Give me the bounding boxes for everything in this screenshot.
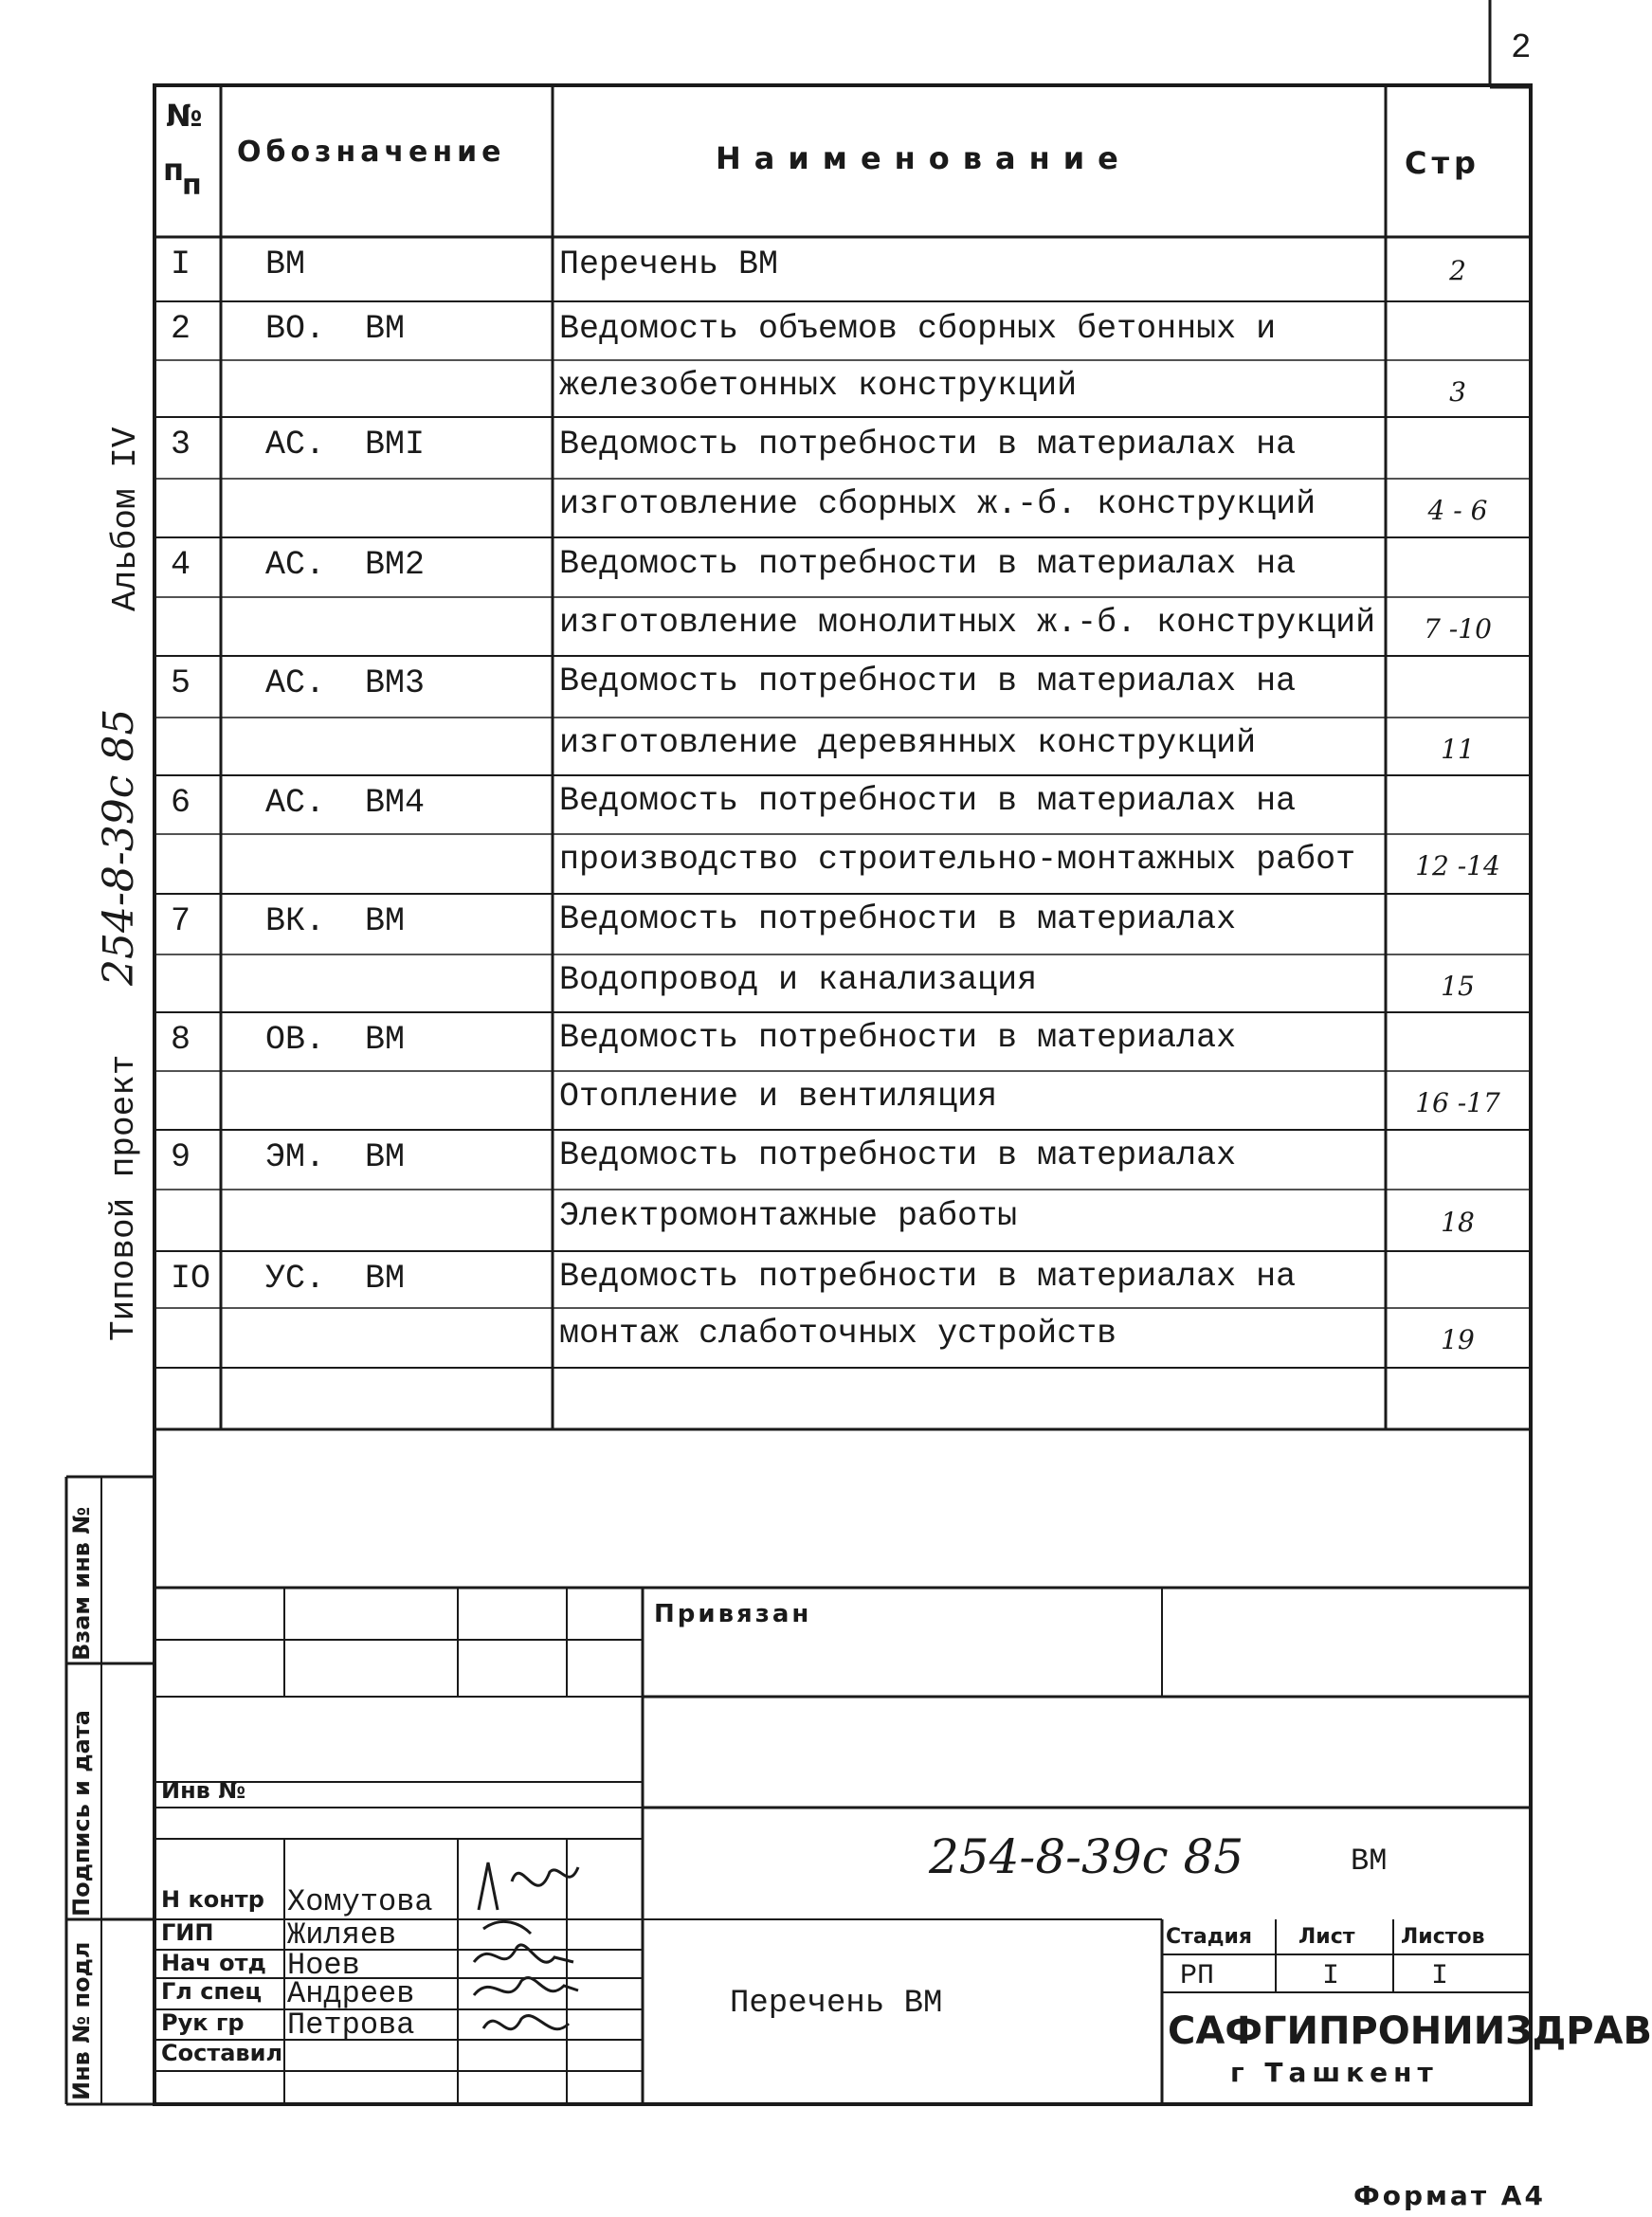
inv-no-label: Инв № [161,1777,246,1804]
role-label: ГИП [161,1919,214,1946]
row-name-line: Ведомость объемов сборных бетонных и [559,310,1277,348]
header-num-p1: п [163,152,185,188]
row-name-line: Перечень ВМ [559,245,779,283]
role-name: Петрова [287,2008,415,2043]
header-page: Стр [1405,145,1480,181]
row-designation: ЭМ. ВМ [265,1138,406,1176]
role-label: Рук гр [161,2009,245,2036]
page-number: 2 [1511,28,1532,67]
stage-value: РП [1180,1960,1215,1992]
row-number: 5 [171,664,191,702]
row-page: 3 [1449,376,1466,408]
side-project-code: 254-8-39с 85 [95,708,143,986]
row-page: 15 [1441,971,1475,1002]
signature-petrova [483,2016,569,2029]
row-number: 2 [171,310,191,348]
stage-label: Стадия [1166,1925,1253,1949]
role-name: Ноев [287,1948,360,1983]
row-name-line: Электромонтажные работы [559,1197,1018,1235]
sheets-label: Листов [1401,1925,1485,1949]
row-name-line: изготовление сборных ж.-б. конструкций [559,485,1316,523]
role-name: Андреев [287,1976,415,2011]
row-name-line: монтаж слаботочных устройств [559,1315,1117,1353]
row-name-line: изготовление деревянных конструкций [559,724,1257,762]
row-number: I [171,245,191,283]
row-page: 19 [1441,1324,1475,1355]
row-name-line: Ведомость потребности в материалах на [559,663,1297,700]
side-inv-podl: Инв № подл [68,1941,95,2100]
row-designation: ВК. ВМ [265,902,406,940]
side-signature-date: Подпись и дата [68,1710,95,1917]
row-name-line: Ведомость потребности в материалах на [559,545,1297,583]
row-page: 4 - 6 [1427,495,1488,526]
row-designation: УС. ВМ [265,1260,406,1298]
row-name-line: Ведомость потребности в материалах на [559,426,1297,463]
row-page: 18 [1441,1207,1475,1238]
org-city: г Ташкент [1230,2057,1439,2088]
row-name-line: Ведомость потребности в материалах [559,1019,1237,1057]
signature-scribbles [464,1853,588,2071]
row-number: 3 [171,426,191,463]
org-name: САФГИПРОНИИЗДРАВ [1168,2009,1652,2053]
row-name-line: железобетонных конструкций [559,367,1078,405]
row-number: 4 [171,546,191,584]
row-page: 2 [1449,255,1466,286]
signature-zhilyaev [483,1921,531,1934]
signature-khomutova [479,1863,578,1910]
doc-title: Перечень ВМ [730,1986,943,2022]
row-page: 11 [1441,734,1475,765]
row-name-line: Отопление и вентиляция [559,1078,998,1116]
row-page: 7 -10 [1424,613,1492,645]
role-label: Н контр [161,1886,264,1913]
row-number: IO [171,1260,211,1298]
row-name-line: Ведомость потребности в материалах [559,1136,1237,1174]
row-number: 9 [171,1138,191,1176]
header-num-p2: п [182,169,202,202]
signature-andreev [474,1978,578,1995]
role-label: Нач отд [161,1950,266,1976]
doc-code: 254-8-39с 85 [929,1829,1244,1884]
row-name-line: изготовление монолитных ж.-б. конструкций [559,604,1376,642]
row-designation: АС. ВМ3 [265,664,426,702]
row-name-line: Ведомость потребности в материалах на [559,782,1297,820]
row-number: 6 [171,784,191,822]
row-designation: ОВ. ВМ [265,1021,406,1059]
row-designation: АС. ВМI [265,426,426,463]
row-designation: ВМ [265,245,306,283]
row-page: 16 -17 [1415,1087,1500,1118]
side-vzam-inv: Взам инв № [68,1506,95,1661]
side-project-type: Типовой проект [104,1054,143,1341]
row-designation: ВО. ВМ [265,310,406,348]
row-designation: АС. ВМ4 [265,784,426,822]
row-number: 7 [171,902,191,940]
signature-noev [474,1945,573,1962]
sheet-value: I [1322,1960,1340,1992]
privyazan-label: Привязан [654,1600,812,1628]
format-label: Формат А4 [1353,2180,1546,2211]
row-name-line: Ведомость потребности в материалах на [559,1258,1297,1296]
row-name-line: производство строительно-монтажных работ [559,841,1356,879]
role-label: Гл спец [161,1978,263,2005]
sheet-label: Лист [1298,1925,1355,1949]
role-label: Составил [161,2040,283,2066]
header-designation: Обозначение [237,136,506,169]
side-album: Альбом IV [106,427,145,611]
row-name-line: Ведомость потребности в материалах [559,900,1237,938]
header-name: Наименование [716,140,1132,176]
role-name: Хомутова [287,1884,433,1919]
sheets-value: I [1431,1960,1449,1992]
row-designation: АС. ВМ2 [265,546,426,584]
doc-mark: ВМ [1351,1844,1388,1879]
role-name: Жиляев [287,1917,397,1953]
row-page: 12 -14 [1415,850,1500,881]
header-num-symbol: № [166,98,203,134]
row-name-line: Водопровод и канализация [559,961,1038,999]
row-number: 8 [171,1021,191,1059]
